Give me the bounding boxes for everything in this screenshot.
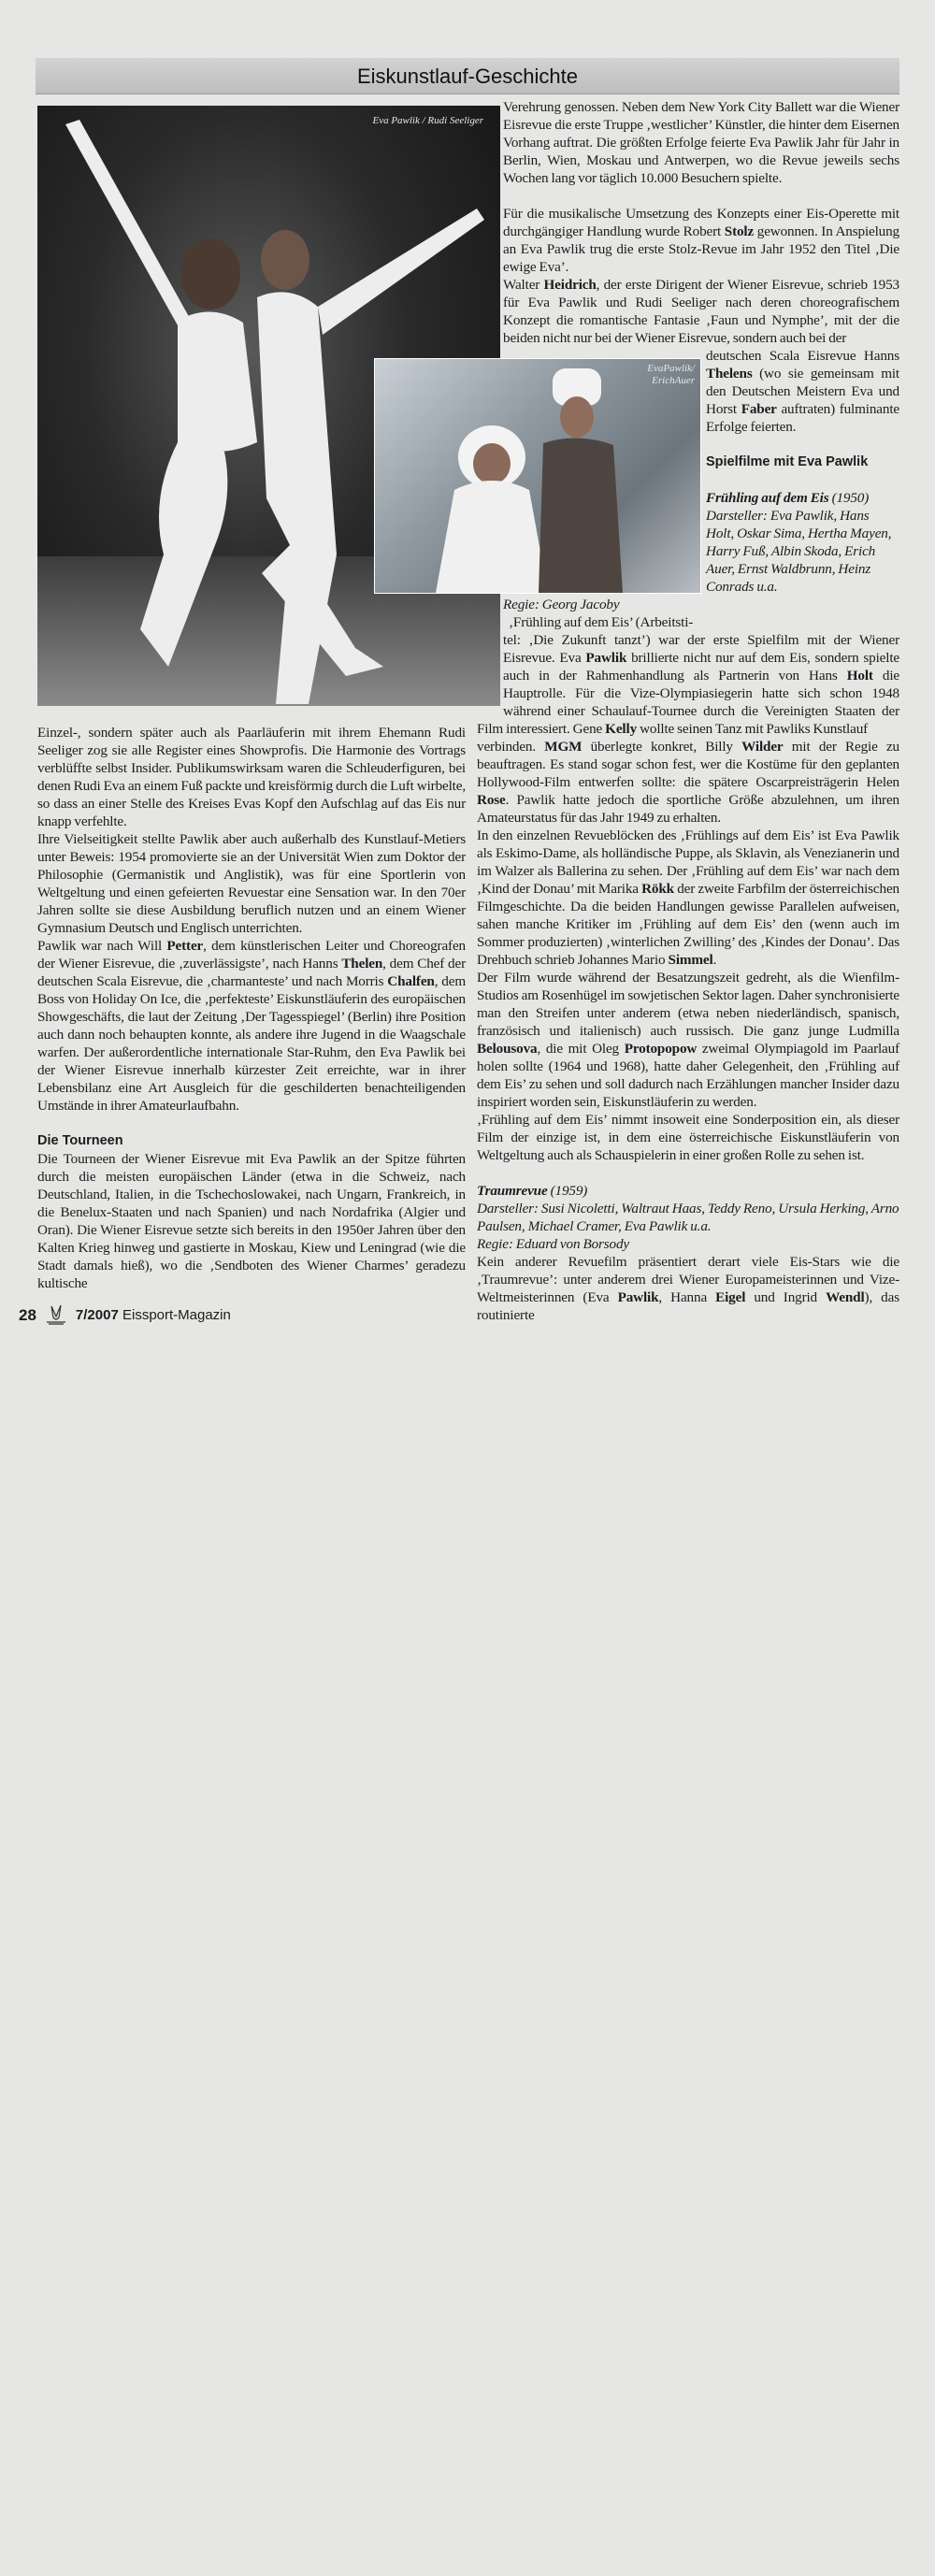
paragraph [37,724,466,830]
photo2-caption-line2: ErichAuer [652,375,695,386]
emphasized-name: Thelen [341,956,383,971]
left-column-text [37,724,466,1292]
emphasized-name: Wilder [741,739,784,755]
text-run: Walter [503,277,544,293]
text-run: , der erste Dirigent der Wiener Eisrevue, schrieb 1953 für Eva Pawlik und Rudi Seeliger nach deren choreografischem Konzept die romantische Fantasie ‚Faun und Nymphe’, mit der die beiden nicht nur bei der Wiener Eisrevue, sondern auch bei der [503,277,899,346]
text-run: Für die musikalische Umsetzung des Konzepts einer Eis-Operette mit durchgängiger Handlung wurde Robert [503,206,899,239]
tours-heading: Die Tourneen [37,1133,123,1148]
text-run: Einzel-, sondern später auch als Paarläuferin mit ihrem Ehemann Rudi Seeliger zog sie alle Register eines Showprofis. Die Harmonie des Vortrags verblüffte selbst Insider. Publikumswirksam waren die Schleuderfiguren, bei denen Rudi Eva an einem Fuß packte und kreisförmig durch die Luft wirbelte, so dass an einer Stelle des Kreises Evas Kopf den Aufschlag auf das Eis nur knapp verfehlte. [37,725,466,829]
film1-cast: Darsteller: Eva Pawlik, Hans Holt, Oskar Sima, Hertha Mayen, Harry Fuß, Albin Skoda, Erich Auer, Ernst Waldbrunn, Heinz Conrads u.a. [706,508,892,595]
text-run: der zweite Farbfilm der österreichischen Filmgeschichte. Da die beiden Handlungen gewisse Parallelen aufweisen, sahen manche Kritiker im ‚Frühling auf dem Eis’ den (wenn auch im Sommer produzierten) ‚winterlichen Zwilling’ des ‚Kindes der Donau’. Das Drehbuch schrieb Johannes Mario [477,881,900,968]
photo2-caption-line1: EvaPawlik/ [647,363,695,374]
photo2-caption [647,363,695,387]
text-run: . [712,952,717,968]
film2-director: Regie: Eduard von Borsody [477,1236,630,1252]
photo-pawlik-auer [374,358,701,594]
text-run: Kein anderer Revuefilm präsentiert derart viele Eis-Stars wie die ‚Traumrevue’: unter anderem drei Wiener Europameisterinnen und Vize-Weltmeisterinnen (Eva [477,1254,899,1305]
emphasized-name: Traumrevue [477,1183,548,1199]
text-run: mit der Regie zu beauftragen. Es stand sogar schon fest, wer die Kostüme für den geplanten Hollywood-Film entwerfen sollte: die spätere Oscarpreisträgerin Helen [477,739,899,790]
paragraph [37,1150,466,1292]
section-title-band [36,58,899,94]
emphasized-name: Rose [477,792,506,808]
magazine-logo-icon [44,1303,68,1326]
photo1-caption: Eva Pawlik / Rudi Seeliger [372,115,483,126]
section-title: Eiskunstlauf-Geschichte [357,65,578,88]
text-run: . Pawlik hatte jedoch die sportliche Größe abzulehnen, um ihren Amateurstatus für das Jahr 1949 zu erhalten. [477,792,899,826]
emphasized-name: Heidrich [543,277,597,293]
text-run: Der Film wurde während der Besatzungszeit gedreht, als die Wienfilm-Studios am Rosenhügel im sowjetischen Sektor lagen. Daher synchronisierte man den Streifen unter anderem (etwa neben niederländisch, spanisch, französisch und italienisch) auch russisch. Die ganz junge Ludmilla [477,970,899,1039]
film2-cast: Darsteller: Susi Nicoletti, Waltraut Haas, Teddy Reno, Ursula Herking, Arno Paulsen, Michael Cramer, Eva Pawlik u.a. [477,1201,899,1234]
text-run: (1950) [828,490,870,506]
film1-director: Regie: Georg Jacoby [503,597,620,612]
photo1-lower-wrap-spacer [374,592,503,706]
text-run: Verehrung genossen. Neben dem New York City Ballett war die Wiener Eisrevue die erste Truppe ‚westlicher’ Künstler, die hinter dem Eisernen Vorhang auftrat. Die größten Erfolge feierte Eva Pawlik Jahr für Jahr in Berlin, Wien, Moskau und Antwerpen, wo die Revue jeweils sechs Wochen lang vor täglich 10.000 Besuchern spielte. [503,99,899,186]
text-run: verbinden. [477,739,545,755]
film1-text-start: ‚Frühling auf dem Eis’ (Arbeitsti- [509,614,694,630]
emphasized-name: Kelly [605,721,638,737]
emphasized-name: MGM [544,739,583,755]
text-run: brillierte nicht nur auf dem Eis, sondern spielte auch in der Rahmenhandlung als Partnerin von Hans [503,650,899,684]
text-run: Pawlik war nach Will [37,938,167,954]
text-run: ‚Frühling auf dem Eis’ nimmt insoweit eine Sonderposition ein, als dieser Film der einzige ist, in dem eine österreichische Eiskunstläuferin von Weltgeltung auch als Schauspielerin in einer großen Rolle zu sehen ist. [477,1112,899,1163]
emphasized-name: Rökk [641,881,674,897]
emphasized-name: Chalfen [387,973,435,989]
text-run: wollte seinen Tanz mit Pawliks Kunstlauf [637,721,869,737]
emphasized-name: Thelens [706,366,753,381]
emphasized-name: Petter [166,938,204,954]
text-run: auftraten) fulminante Erfolge feierten. [706,401,899,435]
emphasized-name: Frühling auf dem Eis [706,490,829,506]
photo1-wrap-spacer [374,98,503,358]
emphasized-name: Eigel [715,1289,746,1305]
emphasized-name: Protopopow [624,1041,698,1057]
text-run: die Hauptrolle. Für die Vize-Olympiasiegerin hatte sich schon 1948 während einer Schaulauf-Tournee durch die Vereinigten Staaten der Film interessiert. Gene [477,668,899,737]
paragraph [37,830,466,937]
films-heading: Spielfilme mit Eva Pawlik [706,454,869,469]
text-run: , die mit Oleg [537,1041,625,1057]
text-run: (1959) [547,1183,588,1199]
text-run: Die Tourneen der Wiener Eisrevue mit Eva Pawlik an der Spitze führten durch die meisten europäischen Länder (etwa in die Schweiz, nach Deutschland, Italien, in die Tschechoslowakei, nach Ungarn, Frankreich, in die Benelux-Staaten und nach Spanien) und nach Nordafrika (Algier und Oran). Die Wiener Eisrevue setzte sich bereits in den 1950er Jahren über den Kalten Krieg hinweg und gastierte in Moskau, Kiew und Leningrad (wie die Stadt damals hieß), wo die ‚Sendboten des Wiener Charmes’ geradezu kultische [37,1151,466,1291]
text-run: , Hanna [658,1289,716,1305]
text-run: , dem Boss von Holiday On Ice, die ‚perfekteste’ Eiskunstläuferin des europäischen Showgeschäfts, die laut der Zeitung ‚Der Tagesspiegel’ (Berlin) ihre Position auch dann noch behaupten konnte, als andere ihre Jugend in die Waagschale warfen. Der außerordentliche internationale Star-Ruhm, den Eva Pawlik bei der Wiener Eisrevue innerhalb kürzester Zeit erreichte, war in ihrer Lebensbilanz eine Art Ausgleich für die geschilderten benachteiligenden Umstände in ihrer Amateurlaufbahn. [37,973,466,1114]
emphasized-name: Faber [741,401,777,417]
text-run: In den einzelnen Revueblöcken des ‚Frühlings auf dem Eis’ ist Eva Pawlik als Eskimo-Dame, als holländische Puppe, als Sklavin, als Venezianerin und im Walzer als Ballerina zu sehen. Der ‚Frühling auf dem Eis’ war nach dem ‚Kind der Donau’ mit Marika [477,827,899,897]
emphasized-name: Pawlik [585,650,627,666]
issue-number: 7/2007 [75,1306,119,1323]
emphasized-name: Pawlik [617,1289,659,1305]
text-run: zweimal Olympiagold im Paarlauf holen sollte (1964 und 1968), hatte daher Gelegenheit, den ‚Frühling auf dem Eis’ zu sehen und soll dadurch nach Erzählungen mancher Insider dazu inspiriert worden sein, Eiskunstläuferin zu werden. [477,1041,899,1110]
emphasized-name: Simmel [668,952,713,968]
emphasized-name: Holt [846,668,873,684]
text-run: tel: ‚Die Zukunft tanzt’) war der erste Spielfilm mit der Wiener Eisrevue. Eva [503,632,899,666]
text-run: , dem Chef der deutschen Scala Eisrevue, die ‚charmanteste’ und nach Morris [37,956,466,989]
text-run: ), das routinierte [477,1289,899,1323]
paragraph [37,937,466,1115]
page-footer [19,1303,466,1326]
text-run: und Ingrid [745,1289,827,1305]
emphasized-name: Belousova [477,1041,538,1057]
left-column [19,724,466,1326]
text-run: (wo sie gemeinsam mit den Deutschen Meistern Eva und Horst [706,366,899,417]
text-run: Ihre Vielseitigkeit stellte Pawlik aber auch außerhalb des Kunstlauf-Metiers unter Beweis: 1954 promovierte sie an der Universität Wien zum Doktor der Philosophie (Germanistik und Anglistik), was für eine Sportlerin von Weltgeltung und einen gefeierten Revuestar eine Sensation war. In den 70er Jahren sollte sie diese Ausbildung beruflich nutzen und an einem Wiener Gymnasium Deutsch und Englisch unterrichten. [37,831,466,936]
text-run: , dem künstlerischen Leiter und Choreografen der Wiener Eisrevue, die ‚zuverlässigste’, nach Hanns [37,938,466,971]
emphasized-name: Stolz [724,223,755,239]
text-run: deutschen Scala Eisrevue Hanns [706,348,899,364]
emphasized-name: Wendl [826,1289,865,1305]
text-run: überlegte konkret, Billy [582,739,742,755]
page-number: 28 [19,1305,36,1324]
text-run: gewonnen. In Anspielung an Eva Pawlik trug die erste Stolz-Revue im Jahr 1952 den Titel ‚Die ewige Eva’. [503,223,900,275]
eskimo-costume-illustration [375,359,700,593]
magazine-name: Eissport-Magazin [122,1306,231,1323]
